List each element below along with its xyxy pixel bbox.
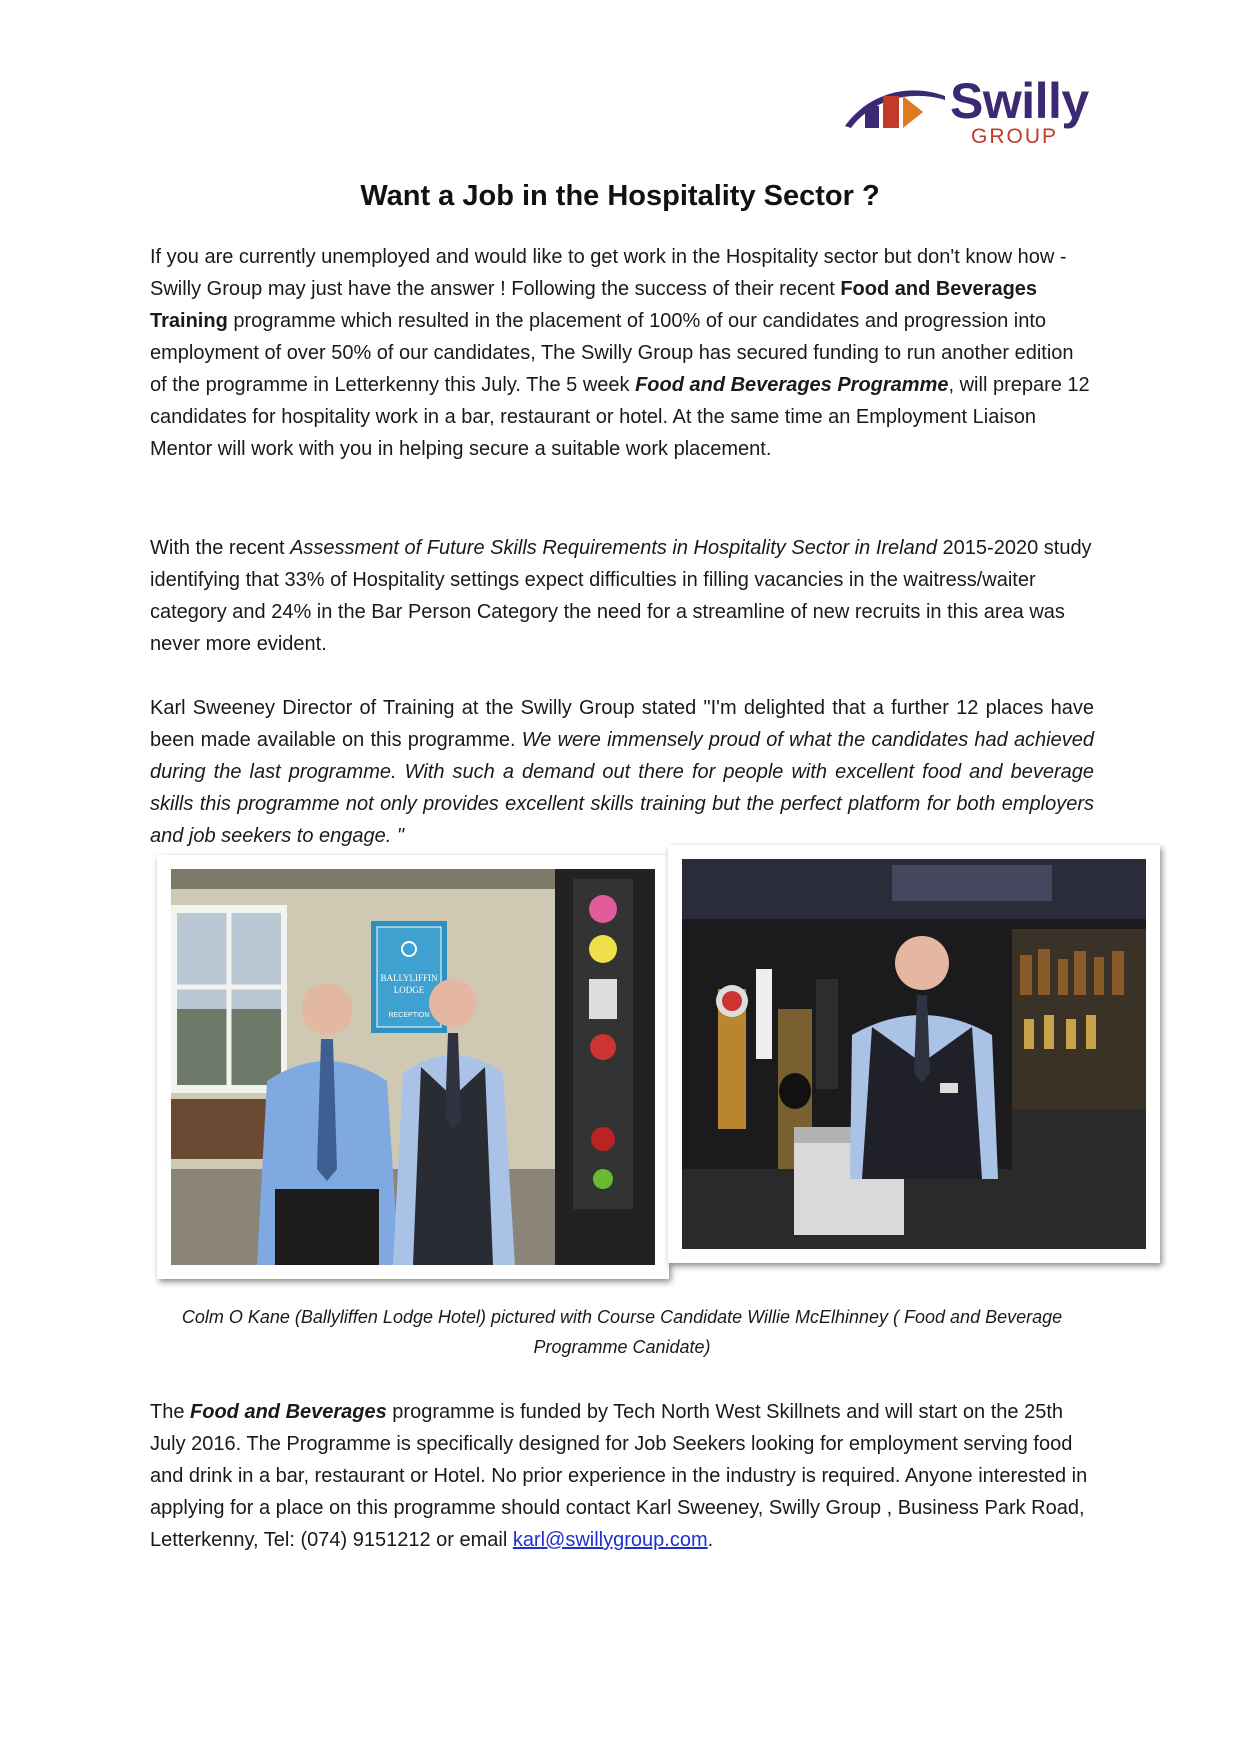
intro-paragraph	[150, 241, 1094, 465]
programme-details-paragraph	[150, 1396, 1094, 1556]
text-run: Karl Sweeney Director of Training at the Swilly Group stated "I'm delighted that a further 12 places have been made available on this programme.	[150, 697, 1094, 751]
logo-subtitle: GROUP	[971, 125, 1059, 148]
bold-run: Food and Beverages Training	[150, 278, 1038, 332]
photo-hotel-entrance	[157, 855, 669, 1279]
text-run: programme which resulted in the placement of 100% of our candidates and progression into employment of over 50% of our candidates, The Swilly Group has secured funding to run another edition of the programme in Letterkenny this July. The 5 week	[150, 310, 1074, 396]
text-run: If you are currently unemployed and would like to get work in the Hospitality sector but don't know how - Swilly Group may just have the answer ! Following the success of their recent	[150, 246, 1067, 300]
text-run: The	[150, 1401, 191, 1423]
swilly-group-logo	[843, 73, 1089, 150]
bold-italic-run: Food and Beverages Programme	[635, 374, 949, 396]
text-run: programme is funded by Tech North West Skillnets and will start on the 25th July 2016. The Programme is specifically designed for Job Seekers looking for employment serving food and drink in a bar, restaurant or Hotel. No prior experience in the industry is required. Anyone interested in applying for a place on this programme should contact Karl Sweeney, Swilly Group , Business Park Road, Letterkenny, Tel: (074) 9151212 or email	[150, 1401, 1088, 1551]
italic-run: Assessment of Future Skills Requirements in Hospitality Sector in Ireland	[290, 537, 937, 559]
hotel-sign-reception: RECEPTION	[388, 1012, 430, 1019]
hotel-sign-lodge: LODGE	[393, 985, 425, 995]
photo-caption: Colm O Kane (Ballyliffen Lodge Hotel) pictured with Course Candidate Willie McElhinney ( Food and Beverage Programme Canidate)	[181, 1307, 1063, 1357]
text-run: 2015-2020 study identifying that 33% of Hospitality settings expect difficulties in filling vacancies in the waitress/waiter category and 24% in the Bar Person Category the need for a streamline of new recruits in this area was never more evident.	[150, 537, 1092, 655]
email-link[interactable]: karl@swillygroup.com	[512, 1529, 708, 1551]
text-run: With the recent	[150, 537, 291, 559]
bar-image	[682, 859, 1146, 1249]
hotel-sign-name: BALLYLIFFIN	[380, 973, 438, 983]
page-title: Want a Job in the Hospitality Sector ?	[360, 180, 880, 212]
photo-bar	[668, 845, 1160, 1263]
skills-study-paragraph	[150, 532, 1094, 660]
text-run: .	[707, 1529, 714, 1551]
hotel-entrance-image	[171, 869, 655, 1265]
bold-italic-run: Food and Beverages	[190, 1401, 387, 1423]
logo-wordmark: Swilly	[950, 73, 1089, 129]
swilly-logo-mark-icon	[843, 82, 947, 136]
quote-paragraph	[150, 692, 1094, 852]
text-run: , will prepare 12 candidates for hospitality work in a bar, restaurant or hotel. At the same time an Employment Liaison Mentor will work with you in helping secure a suitable work placement.	[150, 374, 1090, 460]
italic-quote: We were immensely proud of what the candidates had achieved during the last programme. With such a demand out there for people with excellent food and beverage skills this programme not only provides excellent skills training but the perfect platform for both employers and job seekers to engage. "	[150, 729, 1094, 847]
